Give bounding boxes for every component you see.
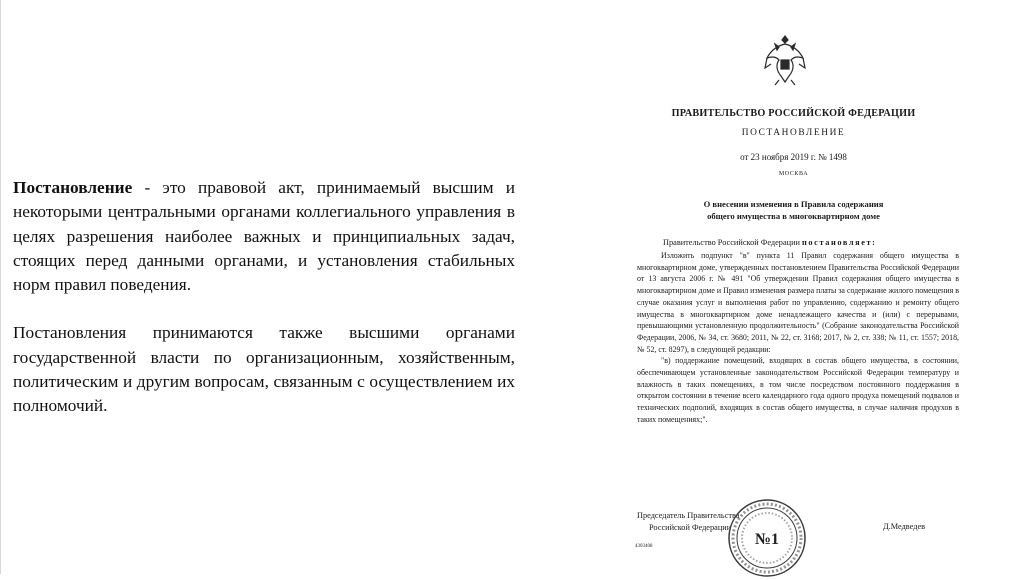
document-subject — [621, 198, 966, 222]
document-body-paragraph-1: Изложить подпункт "в" пункта 11 Правил содержания общего имущества в многоквартирном доме, утвержденных постановлением Правительства Российской Федерации от 13 августа 2006 г. № 491 "Об утверждении Правил содержания общего имущества в многоквартирном доме и Правил изменения размера платы за содержание жилого помещения в случае оказания услуг и выполнения работ по управлению, содержанию и ремонту общего имущества в многоквартирном доме ненадлежащего качества и (или) с перерывами, превышающими установленную продолжительность" (Собрание законодательства Российской Федерации, 2006, № 34, ст. 3680; 2011, № 22, ст. 3168; 2017, № 2, ст. 338; № 11, ст. 1557; 2018, № 52, ст. 8297), в следующей редакции: — [637, 251, 959, 354]
definition-paragraph — [13, 176, 515, 297]
document-signer-title-line-1: Председатель Правительства — [637, 511, 740, 520]
document-subject-line-2: общего имущества в многоквартирном доме — [707, 211, 880, 221]
definition-text-block — [13, 176, 515, 419]
official-stamp-icon — [725, 496, 809, 580]
document-date-number: от 23 ноября 2019 г. № 1498 — [740, 152, 847, 162]
document-preamble-start: Правительство Российской Федерации — [663, 238, 803, 247]
document-type-heading: ПОСТАНОВЛЕНИЕ — [741, 128, 846, 138]
document-city: МОСКВА — [778, 171, 809, 177]
definition-rest: - это правовой акт, принимаемый высшим и некоторыми центральными органами коллегиального управления в целях разрешения наиболее важных и принципиальных задач, стоящих перед данными органами, и установления стабильных норм правил поведения. — [13, 178, 515, 295]
document-signer-name: Д.Медведев — [883, 522, 926, 531]
coat-of-arms-icon — [762, 32, 808, 88]
document-body-paragraph-2: "в) поддержание помещений, входящих в состав общего имущества, в состоянии, обеспечивающем установленные законодательством Российской Федерации температуру и влажность в таких помещениях, в том числе посредством постоянного поддержания в открытом состоянии в течение всего календарного года одного продуха помещений подвалов и технических подполий, входящих в состав общего имущества, в случае наличия продухов в таких помещениях;". — [637, 356, 959, 424]
document-signer-title-line-2: Российской Федерации — [649, 523, 732, 532]
second-paragraph: Постановления принимаются также высшими органами государственной власти по организационным, хозяйственным, политическим и другим вопросам, связанным с осуществлением их полномочий. — [13, 323, 515, 416]
document-subject-line-1: О внесении изменения в Правила содержания — [703, 199, 884, 209]
document-preamble-decree: постановляет: — [802, 238, 877, 247]
document-government-heading: ПРАВИТЕЛЬСТВО РОССИЙСКОЙ ФЕДЕРАЦИИ — [671, 108, 916, 119]
document-preamble — [663, 238, 963, 247]
decree-document-image — [621, 22, 966, 567]
definition-term: Постановление — [13, 178, 133, 197]
stamp-number: №1 — [754, 531, 780, 548]
document-body — [637, 250, 959, 426]
document-code: 4303408 — [635, 544, 653, 549]
